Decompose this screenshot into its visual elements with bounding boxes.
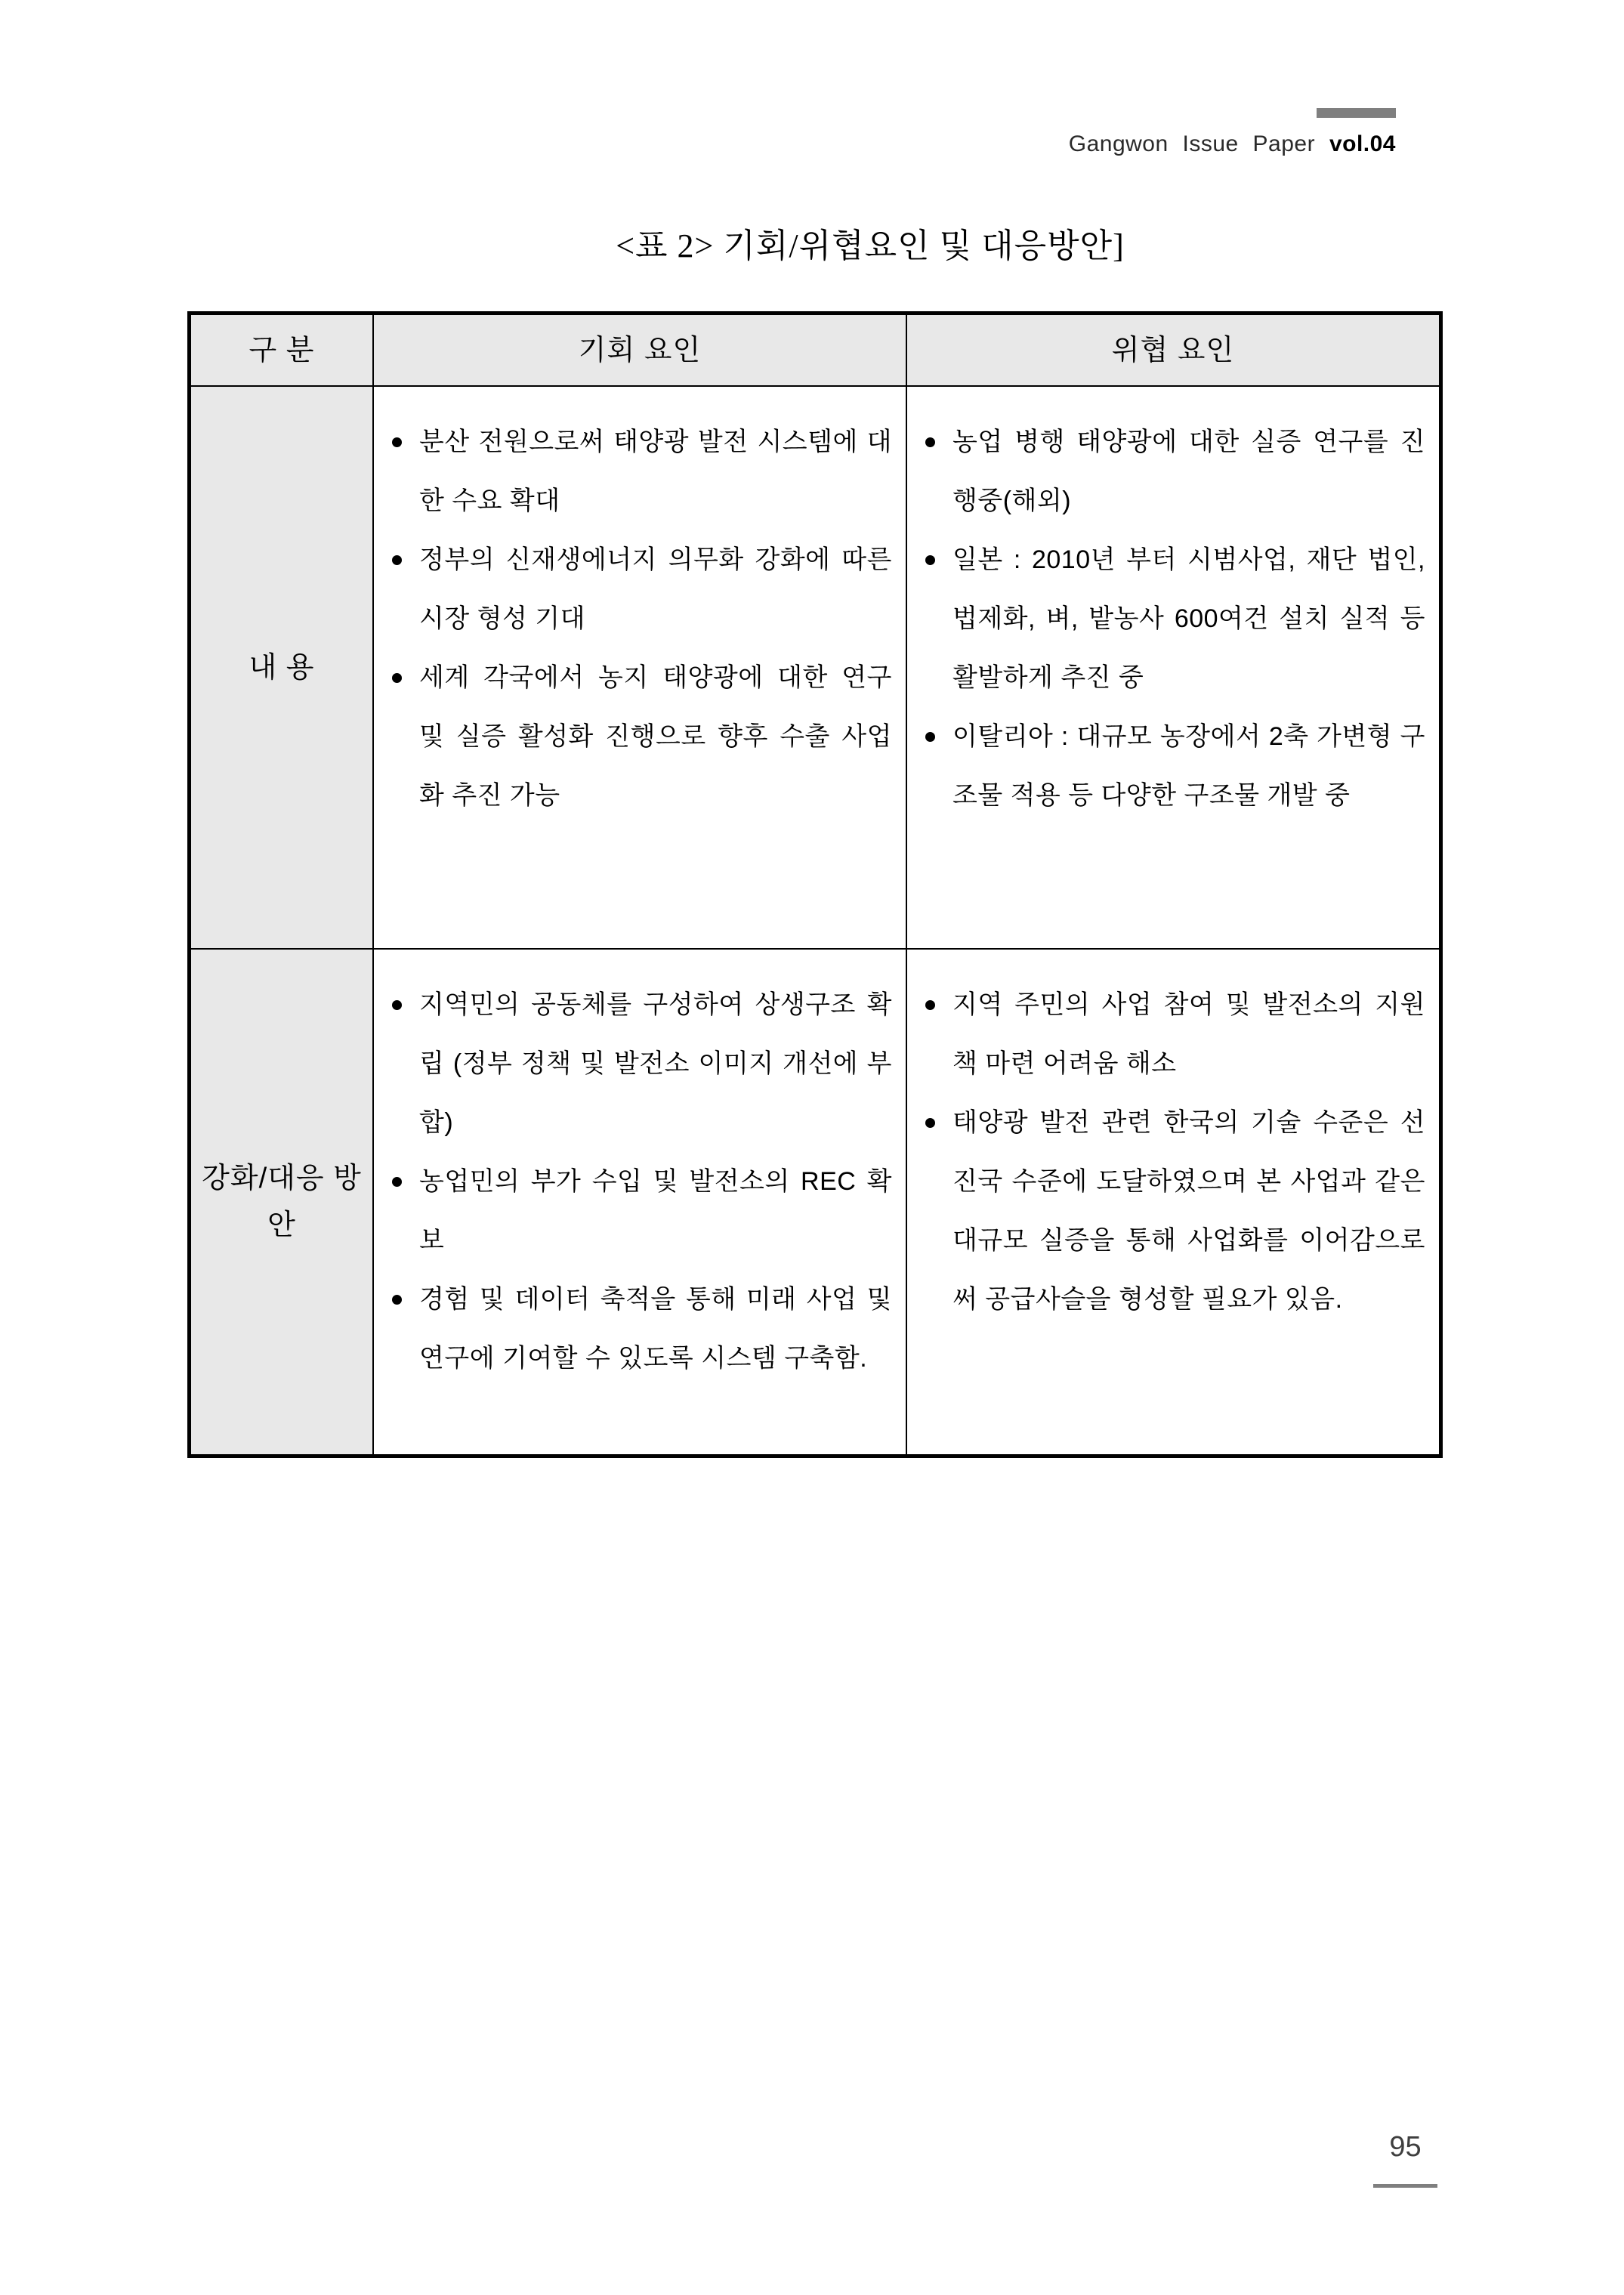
list-item-text: 지역민의 공동체를 구성하여 상생구조 확립 (정부 정책 및 발전소 이미지 개선에 부합) bbox=[419, 990, 892, 1137]
bullet-icon bbox=[919, 1093, 952, 1329]
swot-table bbox=[187, 311, 1443, 1458]
cell-content-threat bbox=[907, 387, 1439, 948]
page-number: 95 bbox=[1389, 2131, 1422, 2163]
list-item-text: 분산 전원으로써 태양광 발전 시스템에 대한 수요 확대 bbox=[419, 428, 892, 515]
list-item bbox=[919, 975, 1425, 1093]
list-item-text: 지역 주민의 사업 참여 및 발전소의 지원책 마련 어려움 해소 bbox=[952, 990, 1425, 1078]
list-item bbox=[919, 707, 1425, 825]
bullet-icon bbox=[386, 1152, 419, 1270]
bullet-icon bbox=[919, 975, 952, 1093]
bullet-icon bbox=[386, 975, 419, 1152]
list-item bbox=[386, 975, 892, 1152]
brand-accent-bar bbox=[1317, 108, 1396, 118]
list-item bbox=[386, 1152, 892, 1270]
list-item-text: 태양광 발전 관련 한국의 기술 수준은 선진국 수준에 도달하였으며 본 사업과 같은 대규모 실증을 통해 사업화를 이어감으로써 공급사슬을 형성할 필요가 있음. bbox=[952, 1108, 1425, 1314]
row-label-response: 강화/대응 방안 bbox=[191, 950, 372, 1454]
bullet-icon bbox=[386, 1270, 419, 1388]
table-caption: <표 2> 기회/위협요인 및 대응방안] bbox=[616, 227, 1125, 264]
list-item-text: 경험 및 데이터 축적을 통해 미래 사업 및 연구에 기여할 수 있도록 시스템 구축함. bbox=[419, 1285, 892, 1373]
list-item-text: 이탈리아 : 대규모 농장에서 2축 가변형 구조물 적용 등 다양한 구조물 개발 중 bbox=[952, 722, 1425, 810]
bullet-icon bbox=[919, 707, 952, 825]
bullet-icon bbox=[386, 412, 419, 530]
page-header bbox=[187, 131, 1396, 158]
list-item bbox=[919, 412, 1425, 530]
volume-label: vol.04 bbox=[1329, 131, 1396, 156]
cell-response-opportunity bbox=[374, 950, 906, 1454]
brand-text: Gangwon Issue Paper bbox=[1068, 131, 1316, 156]
list-item-text: 일본 : 2010년 부터 시범사업, 재단 법인, 법제화, 벼, 밭농사 600여건 설치 실적 등 활발하게 추진 중 bbox=[952, 545, 1425, 692]
list-item bbox=[919, 530, 1425, 707]
cell-response-threat bbox=[907, 950, 1439, 1454]
bullet-icon bbox=[386, 530, 419, 648]
list-item bbox=[386, 1270, 892, 1388]
bullet-icon bbox=[919, 530, 952, 707]
list-item-text: 농업민의 부가 수입 및 발전소의 REC 확보 bbox=[419, 1167, 892, 1255]
column-header-opportunity: 기회 요인 bbox=[374, 315, 906, 385]
bullet-icon bbox=[919, 412, 952, 530]
list-item bbox=[386, 412, 892, 530]
list-item-text: 세계 각국에서 농지 태양광에 대한 연구 및 실증 활성화 진행으로 향후 수출 사업화 추진 가능 bbox=[419, 663, 892, 810]
list-item-text: 농업 병행 태양광에 대한 실증 연구를 진행중(해외) bbox=[952, 428, 1425, 515]
cell-content-opportunity bbox=[374, 387, 906, 948]
list-item bbox=[919, 1093, 1425, 1329]
list-item-text: 정부의 신재생에너지 의무화 강화에 따른 시장 형성 기대 bbox=[419, 545, 892, 633]
footer-accent-bar bbox=[1373, 2184, 1437, 2188]
column-header-category: 구 분 bbox=[191, 315, 372, 385]
row-label-content: 내 용 bbox=[191, 387, 372, 948]
bullet-icon bbox=[386, 648, 419, 825]
list-item bbox=[386, 530, 892, 648]
column-header-threat: 위협 요인 bbox=[907, 315, 1439, 385]
list-item bbox=[386, 648, 892, 825]
